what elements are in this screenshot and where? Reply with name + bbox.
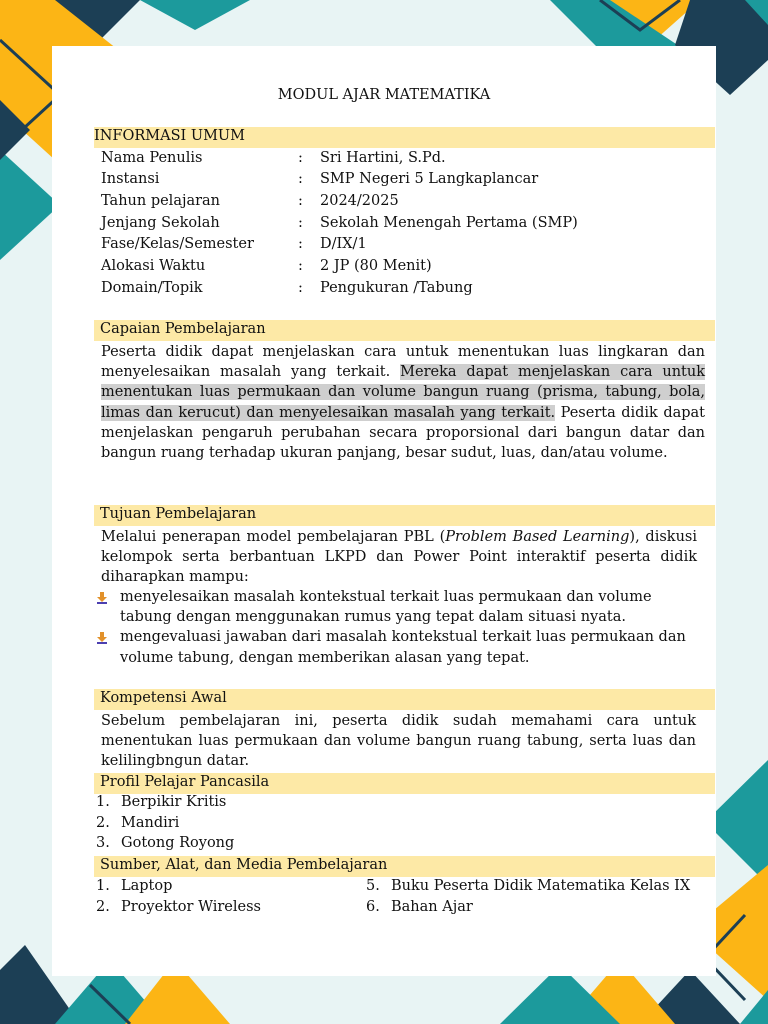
capaian-paragraph: Peserta didik dapat menjelaskan cara untuk menentukan luas lingkaran dan menyelesaikan masalah yang terkait. Mereka dapat menjelaskan cara untuk menentukan luas permukaan dan volume bangun ruang (prisma, tabung, bola, limas dan kerucut) dan menyelesaikan masalah yang terkait. Peserta didik dapat menjelaskan pengaruh perubahan secara proporsional dari bangun datar dan bangun ruang terhadap ukuran panjang, besar sudut, luas, dan/atau volume. (101, 344, 705, 462)
section-heading-tujuan: Tujuan Pembelajaran (94, 505, 715, 526)
highlighted-text: Mereka dapat menjelaskan cara untuk menentukan luas permukaan dan volume bangun ruang (prisma, tabung, bola, limas dan kerucut) dan menyelesaikan masalah yang terkait. (101, 364, 705, 421)
list-item: 2. Mandiri (96, 814, 180, 831)
sumber-list-col2 (366, 878, 690, 919)
tujuan-intro: Melalui penerapan model pembelajaran PBL (Problem Based Learning), diskusi kelompok serta berbantuan LKPD dan Power Point interaktif peserta didik diharapkan mampu: (101, 529, 697, 586)
list-item: 3. Gotong Royong (96, 835, 235, 852)
profil-list (96, 794, 234, 856)
document-title: MODUL AJAR MATEMATIKA (277, 87, 491, 103)
sumber-list-col1 (96, 878, 261, 919)
list-item: 2. Proyektor Wireless (96, 898, 261, 915)
section-heading-sumber: Sumber, Alat, dan Media Pembelajaran (94, 856, 715, 877)
list-item: 5. Buku Peserta Didik Matematika Kelas IX (366, 878, 691, 894)
arrow-bullet-icon (96, 592, 108, 604)
document-content: MODUL AJAR MATEMATIKA INFORMASI UMUM Nama Penulis : Sri Hartini, S.Pd. Instansi : SMP Negeri 5 Langkaplancar Tahun pelajaran : 2024/2025 Jenjang Sekolah : Sekolah Menengah Pertama (SMP) Fase/Kelas/Semester : D/IX/1 Alokasi Waktu : 2 JP (80 Menit) Domain/Topik : Pengukuran /Tabung Capaian Pembelajaran Peserta didik dapat menjelaskan cara untuk menentukan luas lingkaran dan menyelesaikan masalah yang terkait. Mereka dapat menjelaskan cara untuk menentukan luas permukaan dan volume bangun ruang (prisma, tabung, bola, limas dan kerucut) dan menyelesaikan masalah yang terkait. Peserta didik dapat menjelaskan pengaruh perubahan secara proporsional dari bangun datar dan bangun ruang terhadap ukuran panjang, besar sudut, luas, dan/atau volume. Tujuan Pembelajaran Melalui penerapan model pembelajaran PBL (Problem Based Learning), diskusi kelompok serta berbantuan LKPD dan Power Point interaktif peserta didik diharapkan mampu: menyelesaikan masalah kontekstual terkait luas permukaan dan volume tabung dengan menggunakan rumus yang tepat dalam situasi nyata. mengevaluasi jawaban dari masalah kontekstual terkait luas permukaan dan volume tabung, dengan memberikan alasan yang tepat. Kompetensi Awal Sebelum pembelajaran ini, peserta didik sudah memahami cara untuk menentukan luas permukaan dan volume bangun ruang tabung, serta luas dan kelilingbngun datar. Profil Pelajar Pancasila 1. Berpikir Kritis 2. Mandiri 3. Gotong Royong Sumber, Alat, dan Media Pembelajaran 1. Laptop 2. Proyektor Wireless 5. Buku Peserta Didik Matematika Kelas IX 6. Bahan Ajar (0, 0, 768, 1024)
list-item: 1. Laptop (96, 878, 173, 894)
section-heading-profil: Profil Pelajar Pancasila (94, 773, 715, 794)
tujuan-list (96, 587, 700, 668)
section-heading-kompetensi-awal: Kompetensi Awal (94, 689, 715, 710)
kompetensi-paragraph: Sebelum pembelajaran ini, peserta didik sudah memahami cara untuk menentukan luas permukaan dan volume bangun ruang tabung, serta luas dan kelilingbngun datar. (101, 713, 696, 770)
list-item: mengevaluasi jawaban dari masalah kontekstual terkait luas permukaan dan volume tabung, dengan memberikan alasan yang tepat. (96, 627, 700, 667)
list-item: 1. Berpikir Kritis (96, 794, 227, 810)
list-item: menyelesaikan masalah kontekstual terkait luas permukaan dan volume tabung dengan menggunakan rumus yang tepat dalam situasi nyata. (96, 587, 700, 627)
list-item: 6. Bahan Ajar (366, 898, 473, 915)
section-heading-informasi-umum: INFORMASI UMUM (94, 127, 715, 148)
section-heading-capaian: Capaian Pembelajaran (94, 320, 715, 341)
arrow-bullet-icon (96, 632, 108, 644)
